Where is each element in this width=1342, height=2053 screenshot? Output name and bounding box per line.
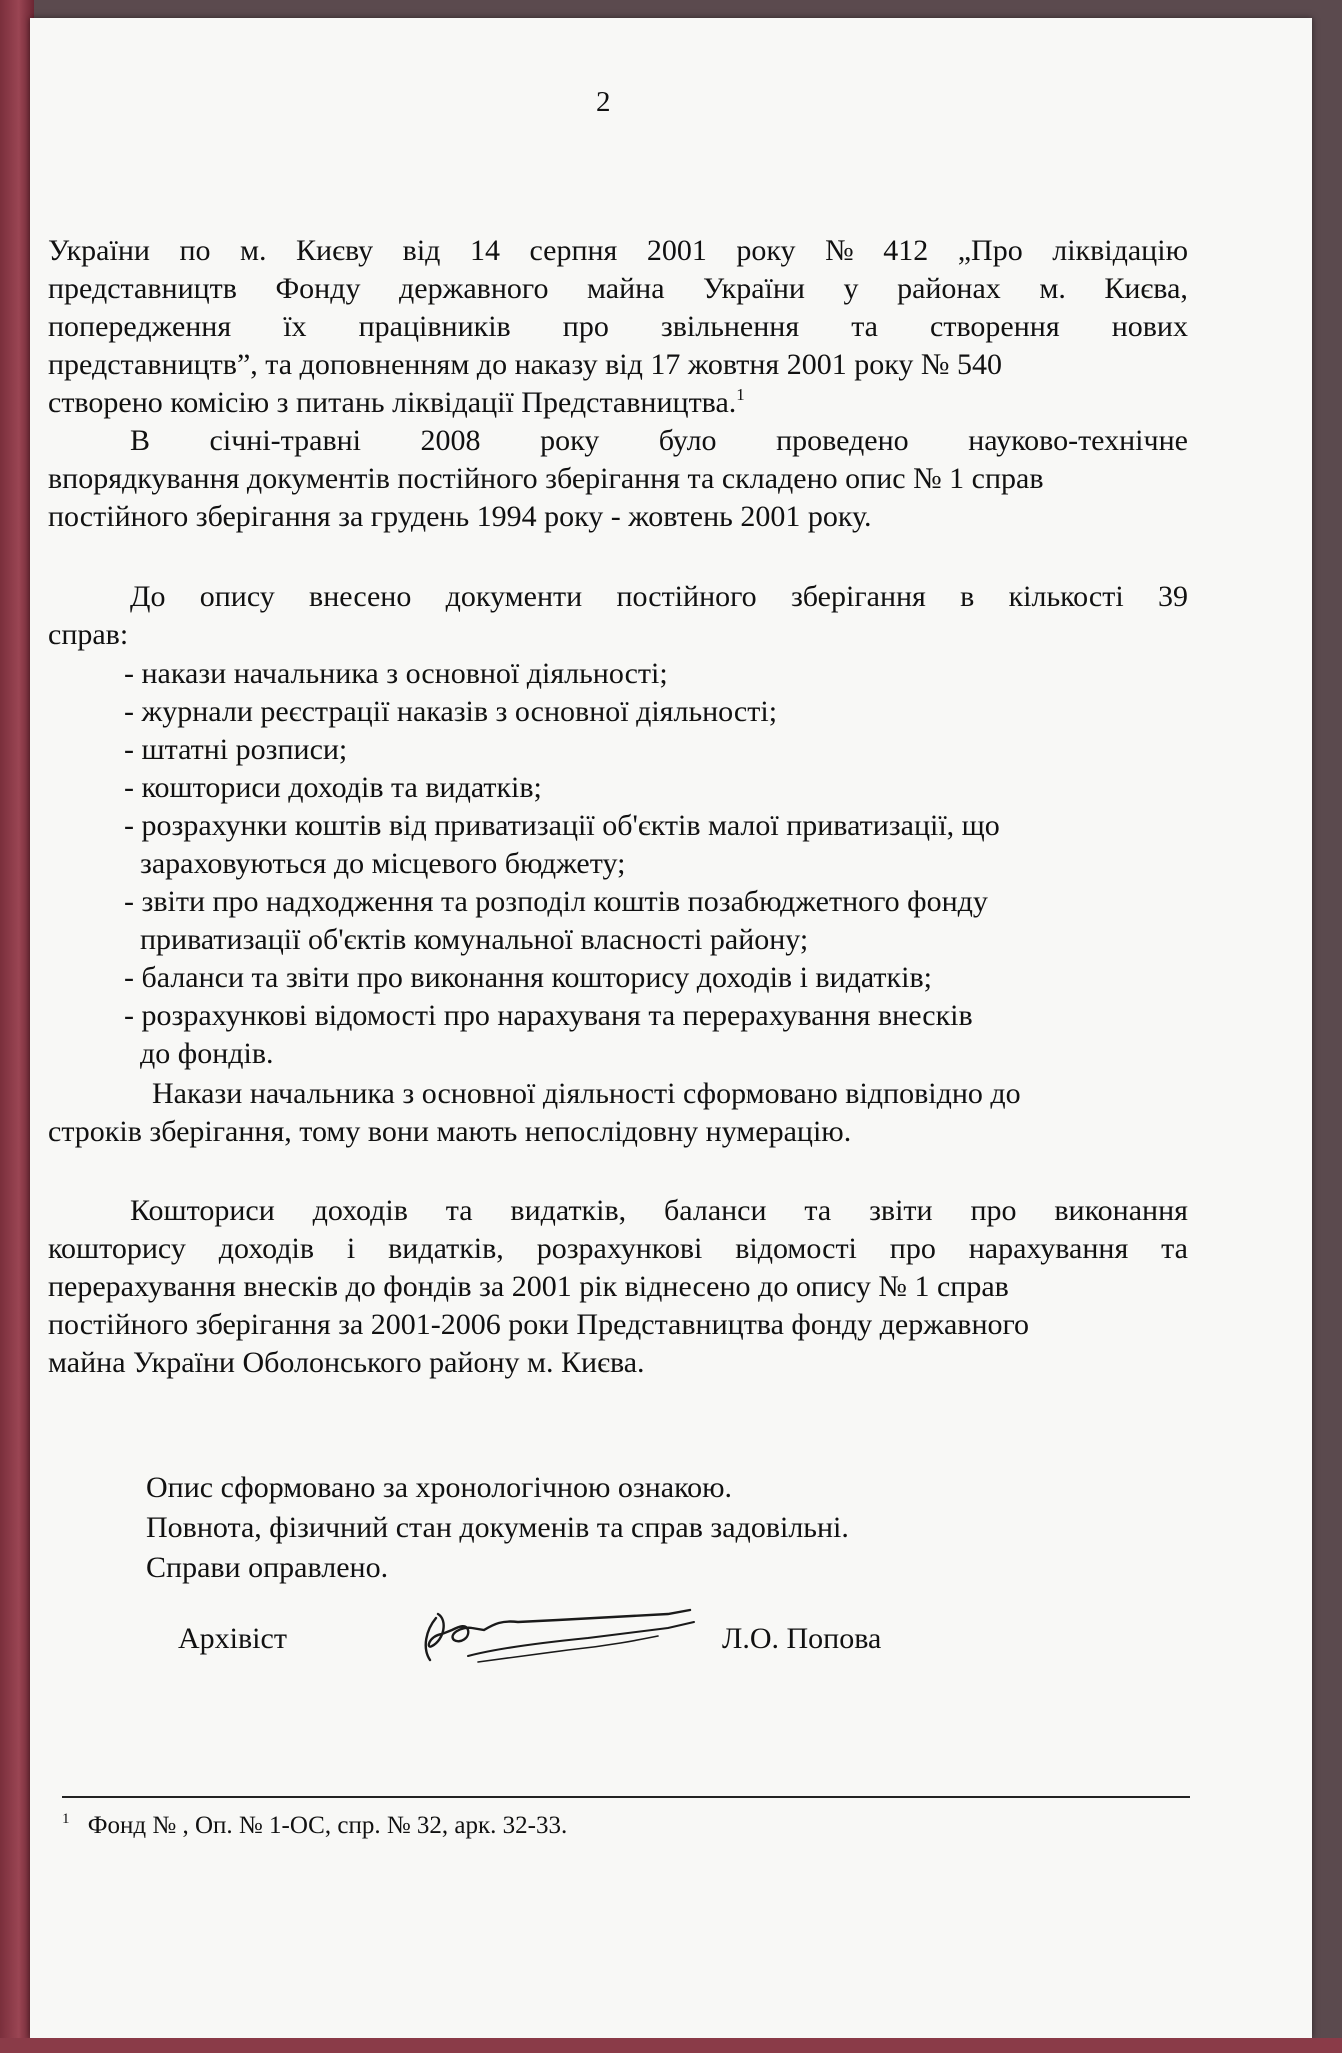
paragraph-line: України по м. Києву від 14 серпня 2001 року № 412 „Про ліквідацію [48, 234, 1188, 267]
footnote-reference: 1 [736, 385, 745, 404]
document-list [124, 655, 1000, 1073]
binding-bottom-strip [0, 2038, 1342, 2053]
paragraph-line: кошторису доходів і видатків, розрахункові відомості про нарахування та [48, 1232, 1188, 1265]
list-item: - журнали реєстрації наказів з основної діяльності; [124, 695, 778, 728]
paragraph-line: До опису внесено документи постійного зберігання в кількості 39 [130, 580, 1188, 613]
list-item: - розрахункові відомості про нарахуваня та перерахування внесків [124, 999, 973, 1032]
paragraph-arrangement [48, 422, 1188, 536]
page-number: 2 [596, 86, 611, 118]
footnote-text: Фонд № , Оп. № 1-ОС, спр. № 32, арк. 32-33. [87, 1812, 568, 1839]
paragraph-line: впорядкування документів постійного зберігання та складено опис № 1 справ [48, 462, 1044, 495]
footnote-divider [62, 1796, 1190, 1798]
paragraph-line: представництв”, та доповненням до наказу від 17 жовтня 2001 року № 540 [48, 348, 1002, 381]
list-item: - штатні розписи; [124, 733, 348, 766]
paragraph-line: перерахування внесків до фондів за 2001 рік віднесено до опису № 1 справ [48, 1270, 1009, 1303]
list-item-continuation: до фондів. [140, 1037, 274, 1070]
handwritten-signature [408, 1600, 698, 1680]
paragraph-numbering [48, 1075, 1188, 1151]
list-item: - баланси та звіти про виконання кошторису доходів і видатків; [124, 961, 932, 994]
paragraph-line: представництв Фонду державного майна України у районах м. Києва, [48, 272, 1188, 305]
paragraph-line: попередження їх працівників про звільнення та створення нових [48, 310, 1188, 343]
footnote [62, 1812, 567, 1840]
paragraph-line: майна України Оболонського району м. Києва. [48, 1346, 645, 1379]
list-item: - звіти про надходження та розподіл коштів позабюджетного фонду [124, 885, 988, 918]
closing-line: Повнота, фізичний стан докуменів та справ задовільні. [146, 1511, 849, 1544]
signatory-position: Архівіст [178, 1622, 287, 1655]
book-binding [0, 0, 34, 2053]
paragraph-line: створено комісію з питань ліквідації Представництва.$^1$ [48, 385, 745, 419]
signatory-name: Л.О. Попова [722, 1622, 882, 1655]
paragraph-line: Кошториси доходів та видатків, баланси та звіти про виконання [130, 1194, 1188, 1227]
paragraph-liquidation [48, 232, 1188, 422]
list-item: - розрахунки коштів від приватизації об'єктів малої приватизації, що [124, 809, 1000, 842]
paragraph-line: справ: [48, 618, 129, 651]
closing-line: Справи оправлено. [146, 1551, 389, 1584]
paragraph-line: постійного зберігання за 2001-2006 роки Представництва фонду державного [48, 1308, 1030, 1341]
paragraph-budgets [48, 1192, 1188, 1382]
list-item: - кошториси доходів та видатків; [124, 771, 542, 804]
list-item-continuation: зараховуються до місцевого бюджету; [140, 847, 626, 880]
footnote-mark: 1 [62, 1811, 70, 1827]
list-item: - накази начальника з основної діяльності; [124, 657, 668, 690]
closing-statements [146, 1468, 849, 1588]
paragraph-line: строків зберігання, тому вони мають непослідовну нумерацію. [48, 1115, 852, 1148]
paragraph-line: постійного зберігання за грудень 1994 року - жовтень 2001 року. [48, 500, 872, 533]
paragraph-inventory [48, 578, 1188, 654]
list-item-continuation: приватизації об'єктів комунальної власності району; [140, 923, 809, 956]
paragraph-line: В січні-травні 2008 року було проведено науково-технічне [130, 424, 1188, 457]
paragraph-line: Накази начальника з основної діяльності сформовано відповідно до [152, 1077, 1021, 1110]
closing-line: Опис сформовано за хронологічною ознакою. [146, 1471, 733, 1504]
